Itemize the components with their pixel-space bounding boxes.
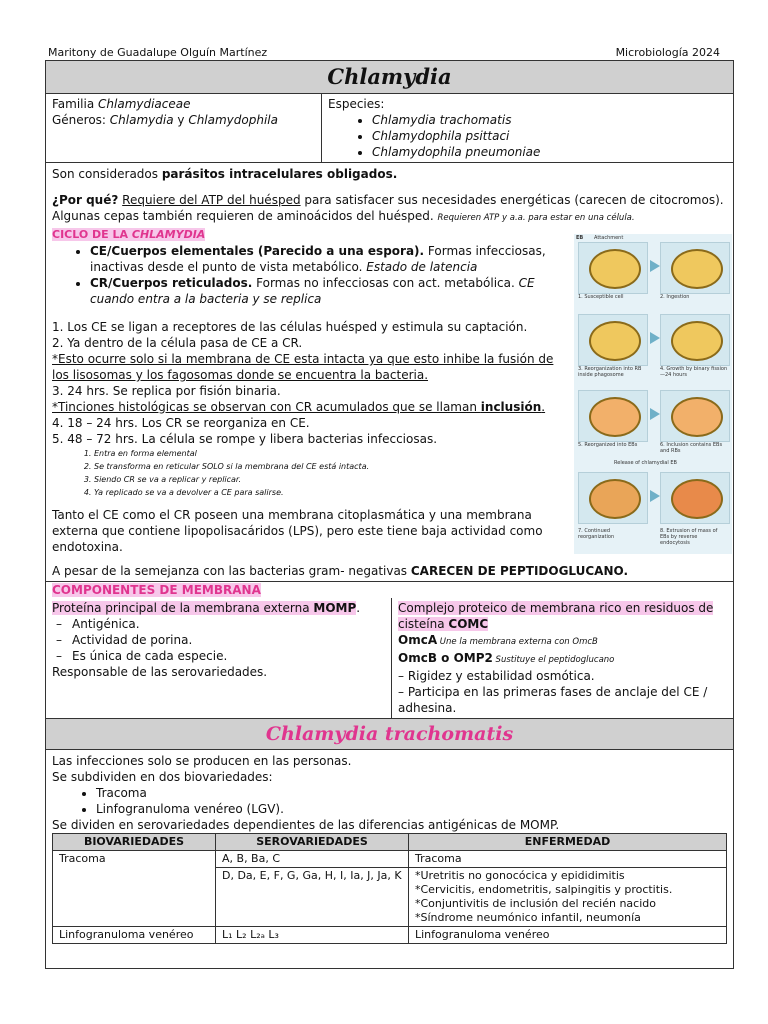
panel-label: 4. Growth by binary fission—24 hours <box>660 366 728 378</box>
serovar-table <box>52 833 727 944</box>
cycle-panel-3 <box>578 314 648 366</box>
components-section <box>46 581 733 718</box>
panel-label: 2. Ingestion <box>660 294 690 300</box>
trach-line-2: Se subdividen en dos biovariedades: <box>52 770 273 784</box>
step-5: 5. 48 – 72 hrs. La célula se rompe y libera bacterias infecciosas. <box>52 432 438 446</box>
arrow-icon <box>650 332 660 344</box>
momp-foot: Responsable de las serovariedades. <box>52 665 268 679</box>
panel-label: 3. Reorganization into RB inside phagosome <box>578 366 642 378</box>
panel-label: 5. Reorganized into EBs <box>578 442 638 448</box>
trach-line-3: Se dividen en serovariedades dependientes de las diferencias antigénicas de MOMP. <box>52 818 560 832</box>
biovar-item: • Tracoma <box>96 785 733 801</box>
table-cell: Linfogranuloma venéreo <box>409 927 727 944</box>
species-item: • Chlamydophila psittaci <box>372 128 727 144</box>
genus-and: y <box>173 113 189 127</box>
cycle-panel-6 <box>660 390 730 442</box>
col-header: SEROVARIEDADES <box>216 834 409 851</box>
components-heading: COMPONENTES DE MEMBRANA <box>52 583 261 597</box>
arrow-icon <box>650 408 660 420</box>
family-label: Familia <box>52 97 99 111</box>
panel-label: 8. Extrusion of mass of EBs by reverse endocytosis <box>660 528 718 546</box>
momp-item: – Antigénica. <box>74 616 385 632</box>
cycle-panel-2 <box>660 242 730 294</box>
ce-bullet: • CE/Cuerpos elementales (Parecido a una espora). Formas infecciosas, inactivas desde el punto de vista metabólico. Estado de latencia <box>90 243 571 275</box>
taxonomy-row <box>46 94 733 163</box>
panel-label: 7. Continued reorganization <box>578 528 615 540</box>
trach-line-1: Las infecciones solo se producen en las personas. <box>52 754 352 768</box>
genera-label: Géneros: <box>52 113 110 127</box>
trachomatis-title: Chlamydia trachomatis <box>46 718 733 750</box>
species-item: • Chlamydia trachomatis <box>372 112 727 128</box>
comc-r1: – Rigidez y estabilidad osmótica. <box>398 669 595 683</box>
table-cell: Tracoma <box>53 851 216 927</box>
table-row <box>53 851 727 868</box>
momp-cell: Proteína principal de la membrana externa MOMP. – Antigénica. – Actividad de porina. – Es única de cada especie. Responsable de las serovariedades. <box>46 598 391 718</box>
step-4: 4. 18 – 24 hrs. Los CR se reorganiza en CE. <box>52 416 310 430</box>
eb-tag: EB <box>576 235 584 241</box>
step-3: 3. 24 hrs. Se replica por fisión binaria. <box>52 384 281 398</box>
sub-step: 3. Siendo CR se va a replicar y replicar. <box>94 473 571 486</box>
table-cell: Linfogranuloma venéreo <box>53 927 216 944</box>
why-paragraph: ¿Por qué? Requiere del ATP del huésped para satisfacer sus necesidades energéticas (carecen de citocromos). Algunas cepas también requieren de aminoácidos del huésped. Requieren ATP y a.a. para estar en una célula. <box>52 193 724 223</box>
arrow-icon <box>650 260 660 272</box>
family-name: Chlamydiaceae <box>98 97 191 111</box>
comc-r2: – Participa en las primeras fases de anclaje del CE / adhesina. <box>398 685 708 715</box>
step-2: 2. Ya dentro de la célula pasa de CE a CR. <box>52 336 303 350</box>
intro-section <box>46 163 733 226</box>
species-cell <box>321 94 733 162</box>
cycle-section <box>46 226 571 555</box>
gram-line: A pesar de la semejanza con las bacterias gram- negativas CARECEN DE PEPTIDOGLUCANO. <box>52 564 629 578</box>
step-1: 1. Los CE se ligan a receptores de las células huésped y estimula su captación. <box>52 320 528 334</box>
genus-1: Chlamydia <box>109 113 174 127</box>
panel-label: 1. Susceptible cell <box>578 294 624 300</box>
membrane-paragraph: Tanto el CE como el CR poseen una membrana citoplasmática y una membrana externa que contiene lipopolisacáridos (LPS), pero este tiene baja actividad como endotoxina. <box>52 508 543 554</box>
attach-label: Attachment <box>594 235 624 241</box>
cr-bullet: • CR/Cuerpos reticulados. Formas no infecciosas con act. metabólica. CE cuando entra a la bacteria y se replica <box>90 275 571 307</box>
sub-step: 1. Entra en forma elemental <box>94 447 571 460</box>
table-cell: Tracoma <box>409 851 727 868</box>
momp-item: – Actividad de porina. <box>74 632 385 648</box>
species-item: • Chlamydophila pneumoniae <box>372 144 727 160</box>
cycle-panel-4 <box>660 314 730 366</box>
sub-step: 2. Se transforma en reticular SOLO si la membrana del CE está intacta. <box>94 460 571 473</box>
cycle-panel-5 <box>578 390 648 442</box>
considered-line: Son considerados parásitos intracelulares obligados. <box>52 167 398 181</box>
course-name: Microbiología 2024 <box>615 46 720 59</box>
species-label: Especies: <box>328 97 385 111</box>
family-genera-cell <box>46 94 321 162</box>
col-header: ENFERMEDAD <box>409 834 727 851</box>
cycle-panel-7 <box>578 472 648 524</box>
step-2-note: *Esto ocurre solo si la membrana de CE esta intacta ya que esto inhibe la fusión de los lisosomas y los fagosomas donde se encuentra la bacteria. <box>52 352 554 382</box>
release-label: Release of chlamydial EB <box>614 460 677 466</box>
table-cell: D, Da, E, F, G, Ga, H, I, Ia, J, Ja, K <box>216 868 409 927</box>
biovar-item: • Linfogranuloma venéreo (LGV). <box>96 801 733 817</box>
comc-cell: Complejo proteico de membrana rico en residuos de cisteína COMC OmcA Une la membrana externa con OmcB OmcB o OMP2 Sustituye el peptidoglucano – Rigidez y estabilidad osmótica. – Participa en las primeras fases de anclaje del CE / adhesina. <box>391 598 733 718</box>
table-row <box>53 927 727 944</box>
chlamydia-cycle-figure <box>574 234 732 554</box>
author-name: Maritony de Guadalupe Olguín Martínez <box>48 46 268 59</box>
cycle-panel-8 <box>660 472 730 524</box>
table-cell: A, B, Ba, C <box>216 851 409 868</box>
step-3-note: *Tinciones histológicas se observan con CR acumulados que se llaman inclusión. <box>52 400 546 414</box>
table-cell: L₁ L₂ L₂ₐ L₃ <box>216 927 409 944</box>
trachomatis-section <box>46 750 733 968</box>
momp-item: – Es única de cada especie. <box>74 648 385 664</box>
arrow-icon <box>650 490 660 502</box>
cycle-heading: CICLO DE LA CHLAMYDIA <box>52 228 206 241</box>
cycle-panel-1 <box>578 242 648 294</box>
genus-2: Chlamydophila <box>188 113 278 127</box>
panel-label: 6. Inclusion contains EBs and RBs <box>660 442 723 454</box>
table-cell: *Uretritis no gonocócica y epididimitis *Cervicitis, endometritis, salpingitis y proctitis. *Conjuntivitis de inclusión del recién nacido *Síndrome neumónico infantil, neumonía <box>409 868 727 927</box>
page-title: Chlamydia <box>46 61 733 94</box>
sub-step: 4. Ya replicado se va a devolver a CE para salirse. <box>94 486 571 499</box>
col-header: BIOVARIEDADES <box>53 834 216 851</box>
